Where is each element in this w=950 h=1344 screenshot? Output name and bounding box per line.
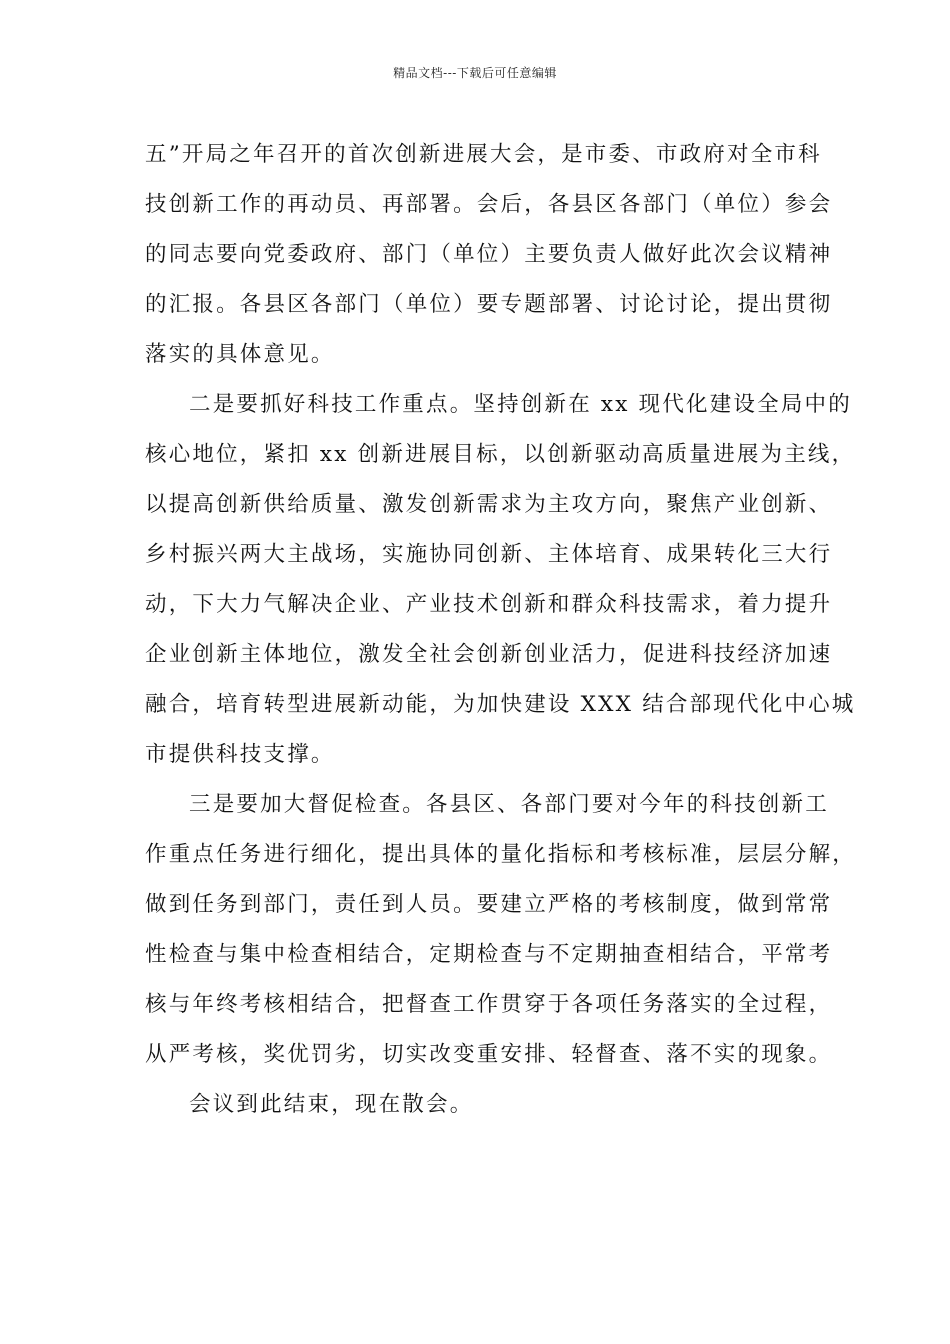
- text-line: 性检查与集中检查相结合，定期检查与不定期抽查相结合，平常考: [145, 942, 833, 967]
- text-line: 做到任务到部门，责任到人员。要建立严格的考核制度，做到常常: [145, 892, 833, 917]
- paragraph-1: [145, 130, 833, 380]
- text-line: 作重点任务进行细化，提出具体的量化指标和考核标准，层层分解，: [145, 842, 857, 867]
- text-line: 核心地位，紧扣 xx 创新进展目标，以创新驱动高质量进展为主线，: [145, 442, 856, 467]
- text-line: 落实的具体意见。: [145, 342, 335, 367]
- text-line: 乡村振兴两大主战场，实施协同创新、主体培育、成果转化三大行: [145, 542, 833, 567]
- text-line: 以提高创新供给质量、激发创新需求为主攻方向，聚焦产业创新、: [145, 492, 833, 517]
- text-line: 动，下大力气解决企业、产业技术创新和群众科技需求，着力提升: [145, 592, 833, 617]
- text-line: 技创新工作的再动员、再部署。会后，各县区各部门（单位）参会: [145, 192, 833, 217]
- text-line: 的汇报。各县区各部门（单位）要专题部署、讨论讨论，提出贯彻: [145, 292, 833, 317]
- page-header: 精品文档---下载后可任意编辑: [393, 66, 557, 80]
- text-line: 核与年终考核相结合，把督查工作贯穿于各项任务落实的全过程，: [145, 992, 833, 1017]
- text-line: 从严考核，奖优罚劣，切实改变重安排、轻督查、落不实的现象。: [145, 1042, 833, 1067]
- text-line: 的同志要向党委政府、部门（单位）主要负责人做好此次会议精神: [145, 242, 833, 267]
- text-line: 企业创新主体地位，激发全社会创新创业活力，促进科技经济加速: [145, 642, 833, 667]
- text-line: 会议到此结束，现在散会。: [189, 1092, 474, 1117]
- text-line: 市提供科技支撑。: [145, 742, 335, 767]
- document-body: [145, 130, 857, 1130]
- text-line: 五”开局之年召开的首次创新进展大会，是市委、市政府对全市科: [145, 142, 822, 167]
- paragraph-4: [145, 1080, 820, 1130]
- text-line: 三是要加大督促检查。各县区、各部门要对今年的科技创新工: [189, 792, 829, 817]
- paragraph-2: [145, 380, 856, 780]
- text-line: 融合，培育转型进展新动能，为加快建设 XXX 结合部现代化中心城: [145, 692, 856, 717]
- text-line: 二是要抓好科技工作重点。坚持创新在 xx 现代化建设全局中的: [189, 392, 852, 417]
- paragraph-3: [145, 780, 857, 1080]
